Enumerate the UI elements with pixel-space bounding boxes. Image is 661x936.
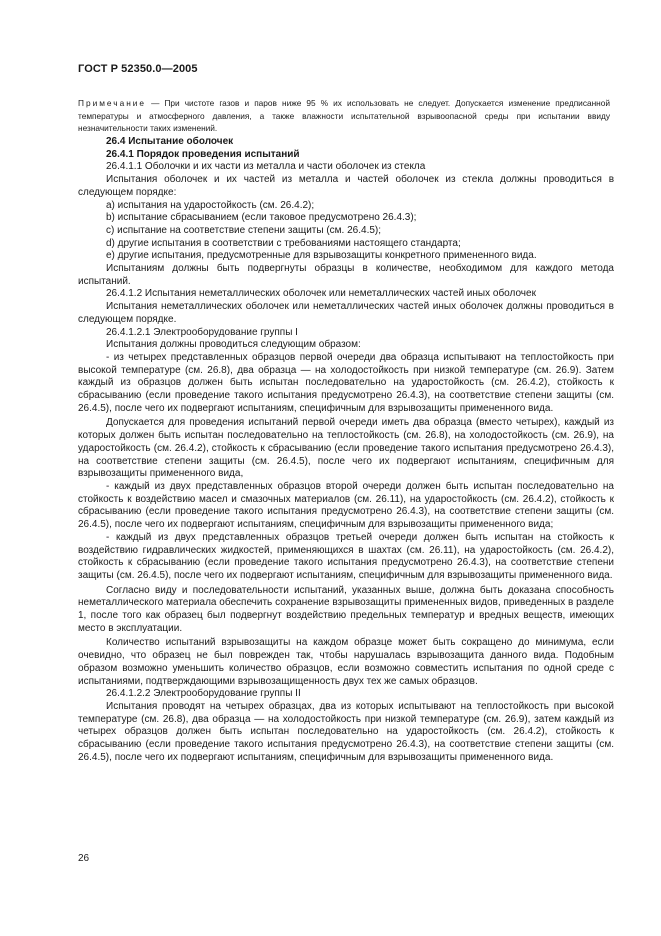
paragraph: Испытания должны проводиться следующим образом: [106, 339, 361, 351]
list-item: b) испытание сбрасыванием (если таковое предусмотрено 26.4.3); [106, 212, 417, 224]
list-item: c) испытание на соответствие степени защиты (см. 26.4.5); [106, 224, 382, 236]
list-item: d) другие испытания в соответствии с требованиями настоящего стандарта; [106, 237, 461, 249]
page-number: 26 [78, 853, 90, 864]
document-code-header: ГОСТ Р 52350.0—2005 [78, 63, 198, 75]
dash-item: - каждый из двух представленных образцов второй очереди должен быть испытан последовательно на стойкость к воздействию масел и смазочных материалов (см. 26.11), на ударостойкость (см. 26.4.2), стойкость к сбрасыванию (если проведение такого испытания предусмотрено 26.4.3), на соответствие степени защиты (см. 26.4.5), после чего их подвергают испытаниям, специфичным для взрывозащиты примененного вида; [78, 480, 614, 531]
paragraph: Согласно виду и последовательности испытаний, указанных выше, должна быть доказана способность неметаллического материала обеспечить сохранение взрывозащиты примененных видов, приведенных в разделе 1, после того как образец был подвергнут воздействию предельных температур и вредных веществ, имеющих место в эксплуатации. [78, 584, 614, 634]
paragraph: Испытания неметаллических оболочек или неметаллических частей иных оболочек должны проводиться в следующем порядке. [78, 301, 614, 325]
document-body [78, 136, 614, 764]
clause-title: 26.4.1.2.2 Электрооборудование группы II [106, 688, 301, 700]
dash-item: - из четырех представленных образцов первой очереди два образца испытывают на теплостойкость при высокой температуре (см. 26.8), два образца — на холодостойкость при низкой температуре (см. 26.9). Затем каждый из образцов должен быть испытан последовательно на ударостойкость (см. 26.4.2), стойкость к сбрасыванию (если проведение такого испытания предусмотрено 26.4.3), на соответствие степени защиты (см. 26.4.5), после чего их подвергают испытаниям, специфичным для взрывозащиты примененного вида. [78, 351, 614, 414]
dash-item: - каждый из двух представленных образцов третьей очереди должен быть испытан на стойкость к воздействию гидравлических жидкостей, применяющихся в шахтах (см. 26.11), на ударостойкость (см. 26.4.2), стойкость к сбрасыванию (если проведение такого испытания предусмотрено 26.4.3), на соответствие степени защиты (см. 26.4.5), после чего их подвергают испытаниям, специфичным для взрывозащиты примененного вида. [78, 531, 614, 581]
note-lead: Примечание [78, 98, 147, 108]
section-heading: 26.4 Испытание оболочек [106, 136, 234, 147]
note-text: — При чистоте газов и паров ниже 95 % их использовать не следует. Допускается изменение предписанной температуры и атмосферного давления, а также влажности испытательной взрывоопасной среды при испытании ввиду незначительности таких изменений. [78, 98, 610, 133]
list-item: e) другие испытания, предусмотренные для взрывозащиты конкретного примененного вида. [106, 250, 537, 262]
clause-title: 26.4.1.1 Оболочки и их части из металла и части оболочек из стекла [106, 161, 426, 173]
note-block [78, 97, 610, 135]
paragraph: Допускается для проведения испытаний первой очереди иметь два образца (вместо четырех), каждый из которых должен быть испытан последовательно на теплостойкость (см. 26.8), на холодостойкость (см. 26.9), на ударостойкость (см. 26.4.2), стойкость к сбрасыванию (если проведение такого испытания предусмотрено 26.4.3), на соответствие степени защиты (см. 26.4.5), после чего их подвергают испытаниям, специфичным для взрывозащиты примененного вида, [78, 417, 614, 480]
paragraph: Количество испытаний взрывозащиты на каждом образце может быть сокращено до минимума, если очевидно, что образец не был поврежден так, чтобы нарушалась взрывозащита данного вида. Подобным образом возможно уменьшить количество образцов, если возможно совместить испытания по одной среде с испытаниями, подтверждающими взрывозащищенность двух тех же самых образцов. [78, 637, 614, 687]
subsection-heading: 26.4.1 Порядок проведения испытаний [106, 148, 300, 160]
clause-title: 26.4.1.2.1 Электрооборудование группы I [106, 326, 298, 338]
paragraph: Испытания оболочек и их частей из металла и частей оболочек из стекла должны проводиться в следующем порядке: [78, 174, 614, 198]
paragraph: Испытаниям должны быть подвергнуты образцы в количестве, необходимом для каждого метода испытаний. [78, 263, 614, 287]
clause-title: 26.4.1.2 Испытания неметаллических оболочек или неметаллических частей иных оболочек [106, 288, 536, 300]
paragraph: Испытания проводят на четырех образцах, два из которых испытывают на теплостойкость при высокой температуре (см. 26.8), два образца — на холодостойкость при низкой температуре (см. 26.9), затем каждый из четырех образцов должен быть испытан последовательно на ударостойкость (см. 26.4.2), стойкость к сбрасыванию (если проведение такого испытания предусмотрено 26.4.3), на соответствие степени защиты (см. 26.4.5), после чего их подвергают испытаниям, специфичным для взрывозащиты примененного вида. [78, 700, 614, 763]
list-item: a) испытания на ударостойкость (см. 26.4.2); [106, 199, 315, 211]
